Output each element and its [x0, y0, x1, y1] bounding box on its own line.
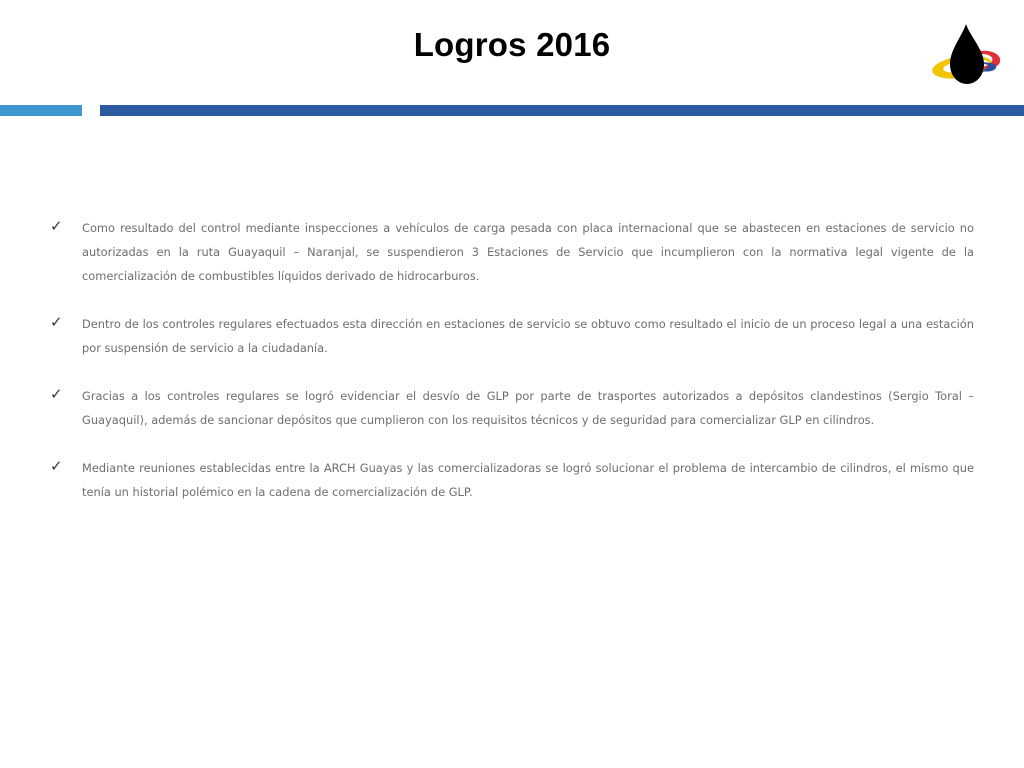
achievements-list: [50, 216, 974, 528]
list-item: [50, 216, 974, 288]
header-accent-bar-left: [0, 105, 82, 116]
list-item: [50, 312, 974, 360]
oil-drop-logo-icon: [928, 22, 1004, 88]
bullet-text: Como resultado del control mediante inspecciones a vehículos de carga pesada con placa internacional que se abastecen en estaciones de servicio no autorizadas en la ruta Guayaquil – Naranjal, se suspendieron 3 Estaciones de Servicio que incumplieron con la normativa legal vigente de la comercialización de combustibles líquidos derivado de hidrocarburos.: [82, 221, 974, 283]
slide-title: Logros 2016: [413, 26, 611, 63]
checkmark-icon: ✓: [50, 313, 63, 331]
list-item: [50, 384, 974, 432]
header-accent-bar-right: [100, 105, 1024, 116]
checkmark-icon: ✓: [50, 457, 63, 475]
list-item: [50, 456, 974, 504]
checkmark-icon: ✓: [50, 385, 63, 403]
bullet-text: Dentro de los controles regulares efectuados esta dirección en estaciones de servicio se obtuvo como resultado el inicio de un proceso legal a una estación por suspensión de servicio a la ciudadanía.: [82, 317, 974, 355]
checkmark-icon: ✓: [50, 217, 63, 235]
bullet-text: Mediante reuniones establecidas entre la ARCH Guayas y las comercializadoras se logró solucionar el problema de intercambio de cilindros, el mismo que tenía un historial polémico en la cadena de comercialización de GLP.: [82, 461, 974, 499]
bullet-text: Gracias a los controles regulares se logró evidenciar el desvío de GLP por parte de trasportes autorizados a depósitos clandestinos (Sergio Toral – Guayaquil), además de sancionar depósitos que cumplieron con los requisitos técnicos y de seguridad para comercializar GLP en cilindros.: [82, 389, 974, 427]
